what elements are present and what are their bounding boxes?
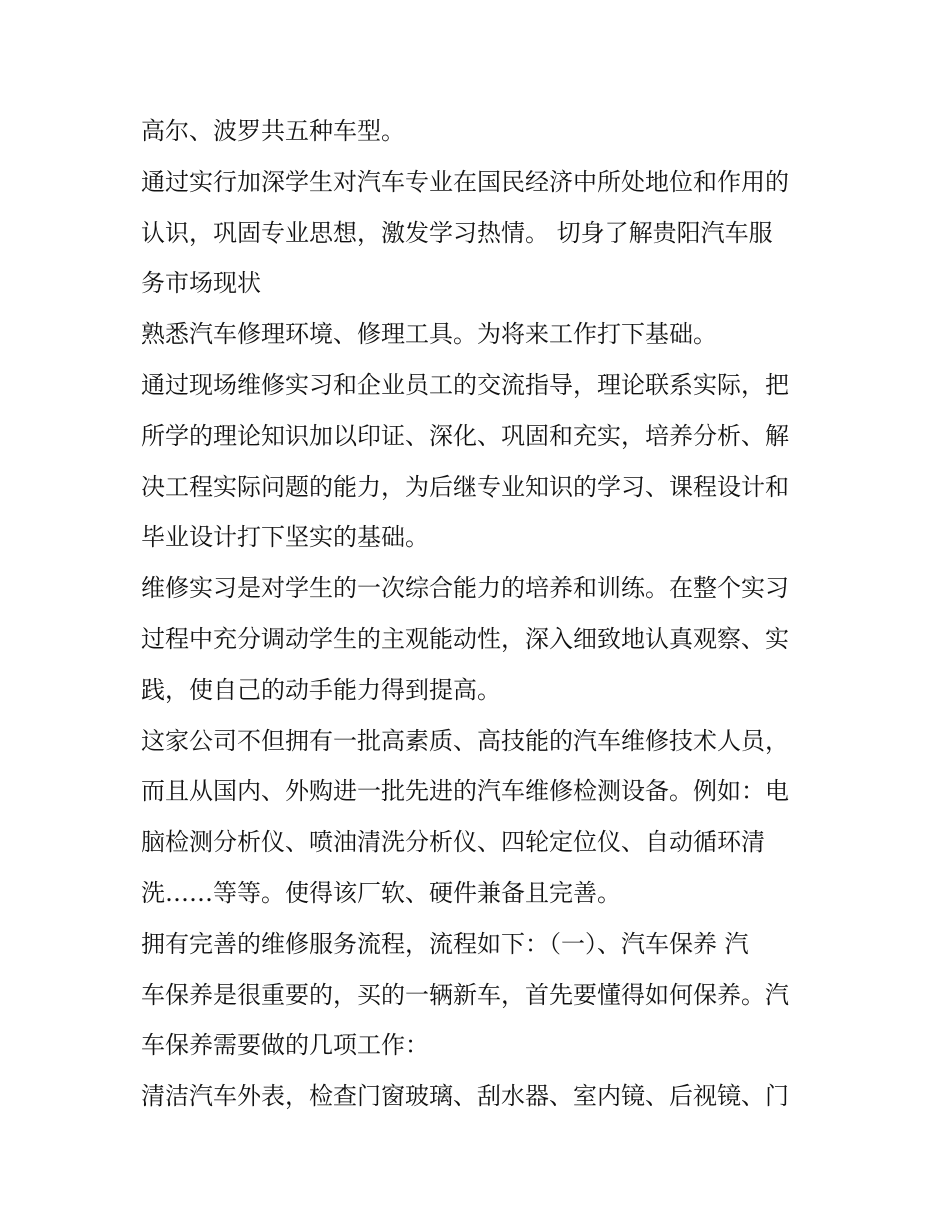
text-line: 决工程实际问题的能力，为后继专业知识的学习、课程设计和 bbox=[141, 472, 789, 501]
text-line: 过程中充分调动学生的主观能动性，深入细致地认真观察、实 bbox=[141, 624, 789, 653]
text-line: 车保养需要做的几项工作： bbox=[141, 1031, 429, 1060]
text-line: 所学的理论知识加以印证、深化、巩固和充实，培养分析、解 bbox=[141, 421, 789, 450]
text-line: 车保养是很重要的，买的一辆新车，首先要懂得如何保养。汽 bbox=[141, 980, 789, 1009]
text-line: 脑检测分析仪、喷油清洗分析仪、四轮定位仪、自动循环清 bbox=[141, 828, 765, 857]
text-line: 践，使自己的动手能力得到提高。 bbox=[141, 675, 501, 704]
text-line: 毕业设计打下坚实的基础。 bbox=[141, 523, 429, 552]
text-line: 洗……等等。使得该厂软、硬件兼备且完善。 bbox=[141, 878, 621, 907]
text-line: 维修实习是对学生的一次综合能力的培养和训练。在整个实习 bbox=[141, 574, 789, 603]
text-line: 拥有完善的维修服务流程，流程如下：（一）、汽车保养 汽 bbox=[141, 929, 749, 958]
text-line: 通过现场维修实习和企业员工的交流指导，理论联系实际，把 bbox=[141, 370, 789, 399]
text-line: 而且从国内、外购进一批先进的汽车维修检测设备。例如：电 bbox=[141, 777, 789, 806]
text-line: 通过实行加深学生对汽车专业在国民经济中所处地位和作用的 bbox=[141, 167, 789, 196]
text-line: 高尔、波罗共五种车型。 bbox=[141, 117, 405, 145]
text-line: 认识，巩固专业思想，激发学习热情。 切身了解贵阳汽车服 bbox=[141, 218, 773, 247]
text-line: 清洁汽车外表，检查门窗玻璃、刮水器、室内镜、后视镜、门 bbox=[141, 1082, 789, 1111]
text-line: 务市场现状 bbox=[141, 269, 261, 298]
text-line: 这家公司不但拥有一批高素质、高技能的汽车维修技术人员， bbox=[141, 726, 789, 755]
text-line: 熟悉汽车修理环境、修理工具。为将来工作打下基础。 bbox=[141, 320, 717, 349]
